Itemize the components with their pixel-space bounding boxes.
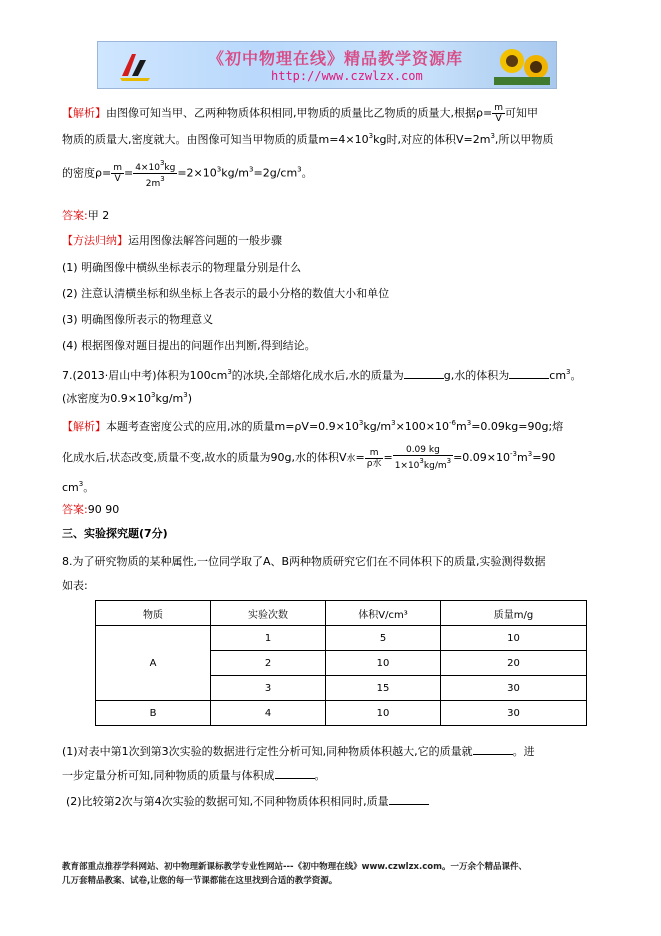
answer2 [62,503,119,517]
question-7-line2: (冰密度为$0.9\times 10^3kg/m^3$) [62,391,193,405]
question-8-part2: (2)比较第2次与第4次实验的数据可知,不同种物质体积相同时,质量 [66,794,429,809]
analysis2-line3: $cm^3$。 [62,480,95,494]
table-row [96,701,587,726]
fraction-density-calc: $\frac{4\times 10^3kg}{2m^3}$ [135,159,176,189]
question-8-part1-cont: 一步定量分析可知,同种物质的质量与体积成 。 [62,769,326,782]
table-header: 实验次数 [211,601,326,626]
data-table [95,600,587,726]
method-intro: 运用图像法解答问题的一般步骤 [128,234,282,247]
text: 的质量大 [406,106,451,120]
table-cell: 3 [211,676,326,701]
method-step-4: (4) 根据图像对题目提出的问题作出判断,得到结论。 [62,339,316,352]
header-banner [97,41,557,89]
table-cell: A [96,626,211,701]
table-header-row [96,601,587,626]
table-cell: 10 [326,701,441,726]
table-cell: 10 [441,626,587,651]
method-step-2: (2) 注意认清横坐标和纵坐标上各表示的最小分格的数值大小和单位 [62,287,390,300]
table-header: 体积V/cm³ [326,601,441,626]
fraction-volume-calc: $\frac{0.09 kg}{1\times 10^3kg/m^3}$ [394,445,452,471]
table-cell: 30 [441,676,587,701]
banner-url[interactable]: http://www.czwlzx.com [271,69,423,83]
answer-label: 答案: [62,209,88,222]
answer-blank[interactable] [275,768,315,779]
answer-blank[interactable] [404,368,444,379]
answer-blank[interactable] [473,744,513,755]
analysis1-line3: 的密度ρ= $\frac{m}{V}$ = $\frac{4\times 10^3kg}{2m^3}$ $=2\times 10^3kg/m^3=2g/cm^3$。 [62,159,313,189]
analysis2-line2: 化成水后,状态改变,质量不变,故水的质量为90g,水的体积V水= $\frac{m}{\text{ρ水}}$ = $\frac{0.09 kg}{1\times 10^3kg/m^3}$ $=0.09\times 10^{-3}m^3=90$ [62,445,556,471]
table-header: 物质 [96,601,211,626]
question-7-line1: 7.(2013·眉山中考)体积为$100cm^3$的冰块,全部熔化成水后,水的质量为 g,水的体积为 $cm^3$。 [62,368,582,382]
answer-blank[interactable] [389,794,429,805]
sunflower-icon [494,45,550,85]
table-cell: 10 [326,651,441,676]
logo-icon [118,48,152,82]
question-8-line2: 如表: [62,579,88,592]
analysis1-line1: 【解析】由图像可知当甲、乙两种物质体积相同,甲物质的质量比乙物质的质量大,根据ρ= $\frac{m}{V}$ 可知甲 [62,103,538,124]
method-step-1: (1) 明确图像中横纵坐标表示的物理量分别是什么 [62,261,302,274]
analysis-label: 【解析】 [62,106,106,120]
footer-line: 几万套精品教案、试卷,让您的每一节课都能在这里找到合适的教学资源。 [62,876,338,886]
table-row [96,626,587,651]
answer-text: 甲 2 [87,209,110,222]
section-title: 三、实验探究题(7分) [62,527,168,540]
answer1 [62,209,109,223]
table-cell: 4 [211,701,326,726]
footer [62,860,622,888]
footer-line: 教育部重点推荐学科网站、初中物理新课标教学专业性网站---《初中物理在线》www.czwlzx.com。一万余个精品课件、 [62,862,527,872]
banner-title: 《初中物理在线》精品教学资源库 [208,49,464,68]
answer-blank[interactable] [509,368,549,379]
table-cell: 20 [441,651,587,676]
answer-text: 90 90 [87,503,120,516]
table-header: 质量m/g [441,601,587,626]
text: 可知甲 [504,106,538,120]
method-title [62,234,282,248]
analysis-label: 【解析】 [62,420,106,433]
text: 甲物质的质量比乙物质 [296,106,407,120]
question-8-line1: 8.为了研究物质的某种属性,一位同学取了A、B两种物质研究它们在不同体积下的质量,实验测得数据 [62,555,546,568]
answer-label: 答案: [62,503,88,516]
text: 由图像可知当甲、乙两种物质体积相同 [106,106,293,120]
analysis2-line1: 【解析】本题考查密度公式的应用,冰的质量$m=\rho V=0.9\times 10^3kg/m^3\times 100\times 10^{-6}m^3=0.09kg=90g$;熔 [62,419,564,433]
table-cell: 15 [326,676,441,701]
text: 根据ρ= [454,106,493,120]
method-step-3: (3) 明确图像所表示的物理意义 [62,313,214,326]
table-cell: 1 [211,626,326,651]
method-label: 【方法归纳】 [62,234,128,247]
table-cell: B [96,701,211,726]
fraction-m-v: $\frac{m}{V}$ [494,103,503,124]
table-cell: 30 [441,701,587,726]
table-cell: 5 [326,626,441,651]
table-cell: 2 [211,651,326,676]
question-8-part1: (1)对表中第1次到第3次实验的数据进行定性分析可知,同种物质体积越大,它的质量就 。进 [62,745,535,758]
analysis1-line2: 物质的质量大,密度就大。由图像可知当甲物质的质量$m=4\times 10^3kg$时,对应的体积$V=2m^3$,所以甲物质 [62,132,554,146]
